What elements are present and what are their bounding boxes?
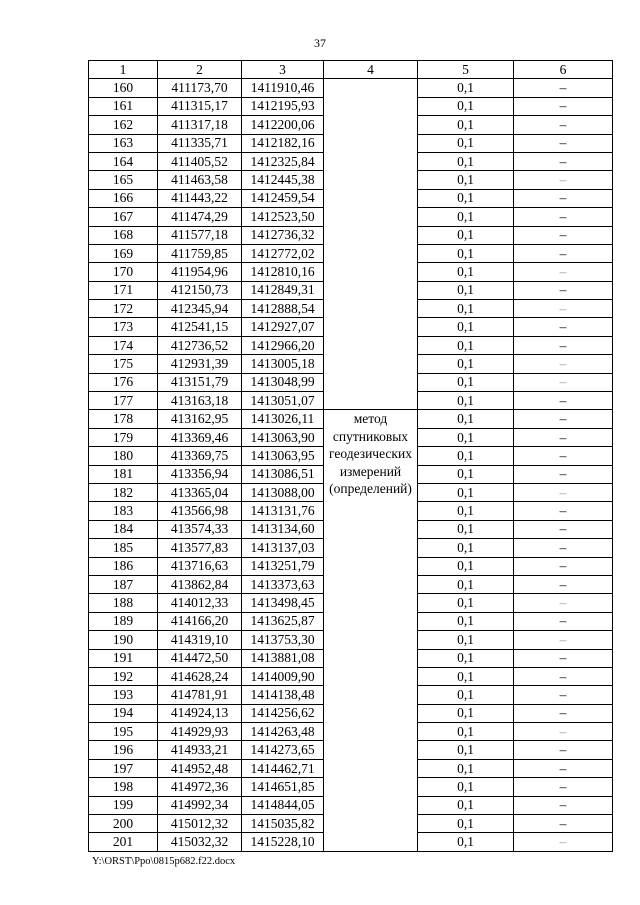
accuracy-cell: 0,1: [418, 686, 514, 704]
accuracy-cell: 0,1: [418, 318, 514, 336]
y-coordinate-cell: 1413881,08: [242, 649, 324, 667]
point-number-cell: 194: [89, 704, 158, 722]
method-text-line: метод: [353, 411, 388, 427]
y-coordinate-cell: 1412200,06: [242, 116, 324, 134]
x-coordinate-cell: 411443,22: [158, 189, 242, 207]
note-cell: [514, 759, 613, 777]
point-number-cell: 180: [89, 447, 158, 465]
x-coordinate-cell: 414972,36: [158, 778, 242, 796]
accuracy-cell: 0,1: [418, 116, 514, 134]
y-coordinate-cell: 1414273,65: [242, 741, 324, 759]
y-coordinate-cell: 1414462,71: [242, 759, 324, 777]
note-cell: [514, 318, 613, 336]
point-number-cell: 197: [89, 759, 158, 777]
dash-mark: –: [559, 135, 567, 151]
dash-mark: –: [559, 208, 567, 224]
y-coordinate-cell: 1412523,50: [242, 208, 324, 226]
point-number-cell: 187: [89, 575, 158, 593]
dash-mark: –: [559, 521, 567, 537]
point-number-cell: 196: [89, 741, 158, 759]
dash-mark: –: [559, 723, 567, 739]
note-cell: [514, 410, 613, 428]
x-coordinate-cell: 412541,15: [158, 318, 242, 336]
point-number-cell: 168: [89, 226, 158, 244]
accuracy-cell: 0,1: [418, 281, 514, 299]
dash-mark: –: [559, 172, 567, 188]
point-number-cell: 172: [89, 300, 158, 318]
accuracy-cell: 0,1: [418, 79, 514, 97]
dash-mark: –: [559, 245, 567, 261]
point-number-cell: 185: [89, 539, 158, 557]
x-coordinate-cell: 414628,24: [158, 667, 242, 685]
x-coordinate-cell: 413716,63: [158, 557, 242, 575]
note-cell: [514, 557, 613, 575]
y-coordinate-cell: 1412966,20: [242, 336, 324, 354]
note-cell: [514, 520, 613, 538]
accuracy-cell: 0,1: [418, 704, 514, 722]
x-coordinate-cell: 414952,48: [158, 759, 242, 777]
note-cell: [514, 79, 613, 97]
accuracy-cell: 0,1: [418, 778, 514, 796]
y-coordinate-cell: 1414138,48: [242, 686, 324, 704]
method-cell: [324, 410, 418, 851]
point-number-cell: 182: [89, 483, 158, 501]
y-coordinate-cell: 1412182,16: [242, 134, 324, 152]
dash-mark: –: [559, 595, 567, 611]
dash-mark: –: [559, 558, 567, 574]
y-coordinate-cell: 1413251,79: [242, 557, 324, 575]
point-number-cell: 193: [89, 686, 158, 704]
note-cell: [514, 704, 613, 722]
y-coordinate-cell: 1413026,11: [242, 410, 324, 428]
dash-mark: –: [559, 429, 567, 445]
note-cell: [514, 355, 613, 373]
note-cell: [514, 134, 613, 152]
x-coordinate-cell: 411474,29: [158, 208, 242, 226]
y-coordinate-cell: 1415035,82: [242, 815, 324, 833]
y-coordinate-cell: 1413753,30: [242, 631, 324, 649]
note-cell: [514, 483, 613, 501]
point-number-cell: 184: [89, 520, 158, 538]
dash-mark: –: [559, 355, 567, 371]
point-number-cell: 162: [89, 116, 158, 134]
accuracy-cell: 0,1: [418, 723, 514, 741]
x-coordinate-cell: 414472,50: [158, 649, 242, 667]
table-row: [89, 410, 613, 428]
dash-mark: –: [559, 613, 567, 629]
accuracy-cell: 0,1: [418, 833, 514, 851]
y-coordinate-cell: 1412445,38: [242, 171, 324, 189]
accuracy-cell: 0,1: [418, 336, 514, 354]
point-number-cell: 191: [89, 649, 158, 667]
x-coordinate-cell: 411335,71: [158, 134, 242, 152]
dash-mark: –: [559, 539, 567, 555]
x-coordinate-cell: 411577,18: [158, 226, 242, 244]
dash-mark: –: [559, 742, 567, 758]
dash-mark: –: [559, 797, 567, 813]
note-cell: [514, 300, 613, 318]
accuracy-cell: 0,1: [418, 373, 514, 391]
method-text-line: (определений): [329, 481, 412, 497]
accuracy-cell: 0,1: [418, 539, 514, 557]
point-number-cell: 161: [89, 97, 158, 115]
accuracy-cell: 0,1: [418, 447, 514, 465]
x-coordinate-cell: 411173,70: [158, 79, 242, 97]
x-coordinate-cell: 413369,46: [158, 428, 242, 446]
note-cell: [514, 116, 613, 134]
note-cell: [514, 373, 613, 391]
header-cell: 6: [514, 61, 613, 79]
x-coordinate-cell: 413574,33: [158, 520, 242, 538]
accuracy-cell: 0,1: [418, 741, 514, 759]
x-coordinate-cell: 413577,83: [158, 539, 242, 557]
accuracy-cell: 0,1: [418, 300, 514, 318]
x-coordinate-cell: 415012,32: [158, 815, 242, 833]
note-cell: [514, 208, 613, 226]
note-cell: [514, 833, 613, 851]
y-coordinate-cell: 1413134,60: [242, 520, 324, 538]
point-number-cell: 170: [89, 263, 158, 281]
note-cell: [514, 667, 613, 685]
note-cell: [514, 575, 613, 593]
accuracy-cell: 0,1: [418, 152, 514, 170]
dash-mark: –: [559, 447, 567, 463]
coordinates-table: [88, 60, 613, 852]
dash-mark: –: [559, 834, 567, 850]
note-cell: [514, 612, 613, 630]
point-number-cell: 175: [89, 355, 158, 373]
table-header-row: [89, 61, 613, 79]
accuracy-cell: 0,1: [418, 244, 514, 262]
note-cell: [514, 171, 613, 189]
x-coordinate-cell: 412931,39: [158, 355, 242, 373]
y-coordinate-cell: 1414009,90: [242, 667, 324, 685]
y-coordinate-cell: 1413051,07: [242, 392, 324, 410]
dash-mark: –: [559, 374, 567, 390]
x-coordinate-cell: 412736,52: [158, 336, 242, 354]
y-coordinate-cell: 1413373,63: [242, 575, 324, 593]
point-number-cell: 195: [89, 723, 158, 741]
dash-mark: –: [559, 98, 567, 114]
y-coordinate-cell: 1412927,07: [242, 318, 324, 336]
x-coordinate-cell: 414166,20: [158, 612, 242, 630]
accuracy-cell: 0,1: [418, 759, 514, 777]
note-cell: [514, 649, 613, 667]
accuracy-cell: 0,1: [418, 575, 514, 593]
accuracy-cell: 0,1: [418, 520, 514, 538]
accuracy-cell: 0,1: [418, 355, 514, 373]
dash-mark: –: [559, 668, 567, 684]
y-coordinate-cell: 1413088,00: [242, 483, 324, 501]
dash-mark: –: [559, 815, 567, 831]
y-coordinate-cell: 1414263,48: [242, 723, 324, 741]
y-coordinate-cell: 1411910,46: [242, 79, 324, 97]
dash-mark: –: [559, 411, 567, 427]
dash-mark: –: [559, 337, 567, 353]
accuracy-cell: 0,1: [418, 189, 514, 207]
point-number-cell: 164: [89, 152, 158, 170]
accuracy-cell: 0,1: [418, 796, 514, 814]
point-number-cell: 169: [89, 244, 158, 262]
y-coordinate-cell: 1412849,31: [242, 281, 324, 299]
accuracy-cell: 0,1: [418, 410, 514, 428]
y-coordinate-cell: 1412888,54: [242, 300, 324, 318]
point-number-cell: 178: [89, 410, 158, 428]
x-coordinate-cell: 413356,94: [158, 465, 242, 483]
footer-file-path: Y:\ORST\Ppo\0815p682.f22.docx: [92, 856, 236, 867]
header-cell: 2: [158, 61, 242, 79]
accuracy-cell: 0,1: [418, 465, 514, 483]
point-number-cell: 166: [89, 189, 158, 207]
dash-mark: –: [559, 300, 567, 316]
dash-mark: –: [559, 650, 567, 666]
dash-mark: –: [559, 503, 567, 519]
point-number-cell: 176: [89, 373, 158, 391]
point-number-cell: 186: [89, 557, 158, 575]
x-coordinate-cell: 411463,58: [158, 171, 242, 189]
point-number-cell: 179: [89, 428, 158, 446]
y-coordinate-cell: 1415228,10: [242, 833, 324, 851]
point-number-cell: 177: [89, 392, 158, 410]
accuracy-cell: 0,1: [418, 502, 514, 520]
header-cell: 1: [89, 61, 158, 79]
note-cell: [514, 465, 613, 483]
point-number-cell: 163: [89, 134, 158, 152]
x-coordinate-cell: 414933,21: [158, 741, 242, 759]
note-cell: [514, 244, 613, 262]
accuracy-cell: 0,1: [418, 483, 514, 501]
dash-mark: –: [559, 392, 567, 408]
accuracy-cell: 0,1: [418, 557, 514, 575]
dash-mark: –: [559, 116, 567, 132]
method-text-line: измерений: [339, 463, 402, 479]
x-coordinate-cell: 414929,93: [158, 723, 242, 741]
page-number: 37: [314, 36, 326, 50]
x-coordinate-cell: 413162,95: [158, 410, 242, 428]
dash-mark: –: [559, 227, 567, 243]
accuracy-cell: 0,1: [418, 226, 514, 244]
x-coordinate-cell: 411315,17: [158, 97, 242, 115]
accuracy-cell: 0,1: [418, 208, 514, 226]
accuracy-cell: 0,1: [418, 263, 514, 281]
y-coordinate-cell: 1412195,93: [242, 97, 324, 115]
y-coordinate-cell: 1414651,85: [242, 778, 324, 796]
dash-mark: –: [559, 319, 567, 335]
x-coordinate-cell: 414781,91: [158, 686, 242, 704]
dash-mark: –: [559, 760, 567, 776]
y-coordinate-cell: 1414256,62: [242, 704, 324, 722]
point-number-cell: 171: [89, 281, 158, 299]
accuracy-cell: 0,1: [418, 631, 514, 649]
dash-mark: –: [559, 484, 567, 500]
x-coordinate-cell: 413862,84: [158, 575, 242, 593]
y-coordinate-cell: 1414844,05: [242, 796, 324, 814]
dash-mark: –: [559, 466, 567, 482]
table-body: [89, 79, 613, 851]
note-cell: [514, 741, 613, 759]
point-number-cell: 198: [89, 778, 158, 796]
accuracy-cell: 0,1: [418, 171, 514, 189]
method-text-line: геодезических: [329, 446, 412, 462]
point-number-cell: 189: [89, 612, 158, 630]
note-cell: [514, 723, 613, 741]
note-cell: [514, 594, 613, 612]
y-coordinate-cell: 1413005,18: [242, 355, 324, 373]
y-coordinate-cell: 1412325,84: [242, 152, 324, 170]
note-cell: [514, 686, 613, 704]
point-number-cell: 160: [89, 79, 158, 97]
y-coordinate-cell: 1412810,16: [242, 263, 324, 281]
y-coordinate-cell: 1413498,45: [242, 594, 324, 612]
point-number-cell: 174: [89, 336, 158, 354]
accuracy-cell: 0,1: [418, 815, 514, 833]
accuracy-cell: 0,1: [418, 612, 514, 630]
accuracy-cell: 0,1: [418, 392, 514, 410]
note-cell: [514, 502, 613, 520]
x-coordinate-cell: 413151,79: [158, 373, 242, 391]
x-coordinate-cell: 412150,73: [158, 281, 242, 299]
point-number-cell: 181: [89, 465, 158, 483]
method-cell-empty: [324, 79, 418, 410]
accuracy-cell: 0,1: [418, 667, 514, 685]
accuracy-cell: 0,1: [418, 428, 514, 446]
dash-mark: –: [559, 705, 567, 721]
method-text-line: спутниковых: [332, 428, 409, 444]
accuracy-cell: 0,1: [418, 649, 514, 667]
note-cell: [514, 796, 613, 814]
note-cell: [514, 631, 613, 649]
point-number-cell: 183: [89, 502, 158, 520]
x-coordinate-cell: 411317,18: [158, 116, 242, 134]
point-number-cell: 165: [89, 171, 158, 189]
note-cell: [514, 447, 613, 465]
y-coordinate-cell: 1413137,03: [242, 539, 324, 557]
dash-mark: –: [559, 282, 567, 298]
accuracy-cell: 0,1: [418, 134, 514, 152]
x-coordinate-cell: 414924,13: [158, 704, 242, 722]
y-coordinate-cell: 1413131,76: [242, 502, 324, 520]
dash-mark: –: [559, 686, 567, 702]
x-coordinate-cell: 413365,04: [158, 483, 242, 501]
note-cell: [514, 189, 613, 207]
x-coordinate-cell: 411954,96: [158, 263, 242, 281]
dash-mark: –: [559, 263, 567, 279]
x-coordinate-cell: 413566,98: [158, 502, 242, 520]
y-coordinate-cell: 1412459,54: [242, 189, 324, 207]
header-cell: 4: [324, 61, 418, 79]
dash-mark: –: [559, 190, 567, 206]
point-number-cell: 200: [89, 815, 158, 833]
x-coordinate-cell: 411759,85: [158, 244, 242, 262]
note-cell: [514, 152, 613, 170]
note-cell: [514, 428, 613, 446]
dash-mark: –: [559, 778, 567, 794]
y-coordinate-cell: 1413048,99: [242, 373, 324, 391]
header-cell: 5: [418, 61, 514, 79]
note-cell: [514, 815, 613, 833]
x-coordinate-cell: 414992,34: [158, 796, 242, 814]
note-cell: [514, 281, 613, 299]
point-number-cell: 167: [89, 208, 158, 226]
point-number-cell: 188: [89, 594, 158, 612]
y-coordinate-cell: 1413086,51: [242, 465, 324, 483]
dash-mark: –: [559, 153, 567, 169]
note-cell: [514, 778, 613, 796]
note-cell: [514, 336, 613, 354]
y-coordinate-cell: 1413063,90: [242, 428, 324, 446]
accuracy-cell: 0,1: [418, 594, 514, 612]
y-coordinate-cell: 1413625,87: [242, 612, 324, 630]
note-cell: [514, 263, 613, 281]
note-cell: [514, 226, 613, 244]
x-coordinate-cell: 413163,18: [158, 392, 242, 410]
x-coordinate-cell: 415032,32: [158, 833, 242, 851]
note-cell: [514, 97, 613, 115]
header-cell: 3: [242, 61, 324, 79]
table-row: [89, 79, 613, 97]
x-coordinate-cell: 411405,52: [158, 152, 242, 170]
x-coordinate-cell: 414319,10: [158, 631, 242, 649]
point-number-cell: 173: [89, 318, 158, 336]
point-number-cell: 201: [89, 833, 158, 851]
point-number-cell: 190: [89, 631, 158, 649]
point-number-cell: 199: [89, 796, 158, 814]
x-coordinate-cell: 412345,94: [158, 300, 242, 318]
y-coordinate-cell: 1412772,02: [242, 244, 324, 262]
accuracy-cell: 0,1: [418, 97, 514, 115]
note-cell: [514, 539, 613, 557]
dash-mark: –: [559, 576, 567, 592]
dash-mark: –: [559, 80, 567, 96]
y-coordinate-cell: 1412736,32: [242, 226, 324, 244]
dash-mark: –: [559, 631, 567, 647]
point-number-cell: 192: [89, 667, 158, 685]
x-coordinate-cell: 413369,75: [158, 447, 242, 465]
x-coordinate-cell: 414012,33: [158, 594, 242, 612]
note-cell: [514, 392, 613, 410]
y-coordinate-cell: 1413063,95: [242, 447, 324, 465]
